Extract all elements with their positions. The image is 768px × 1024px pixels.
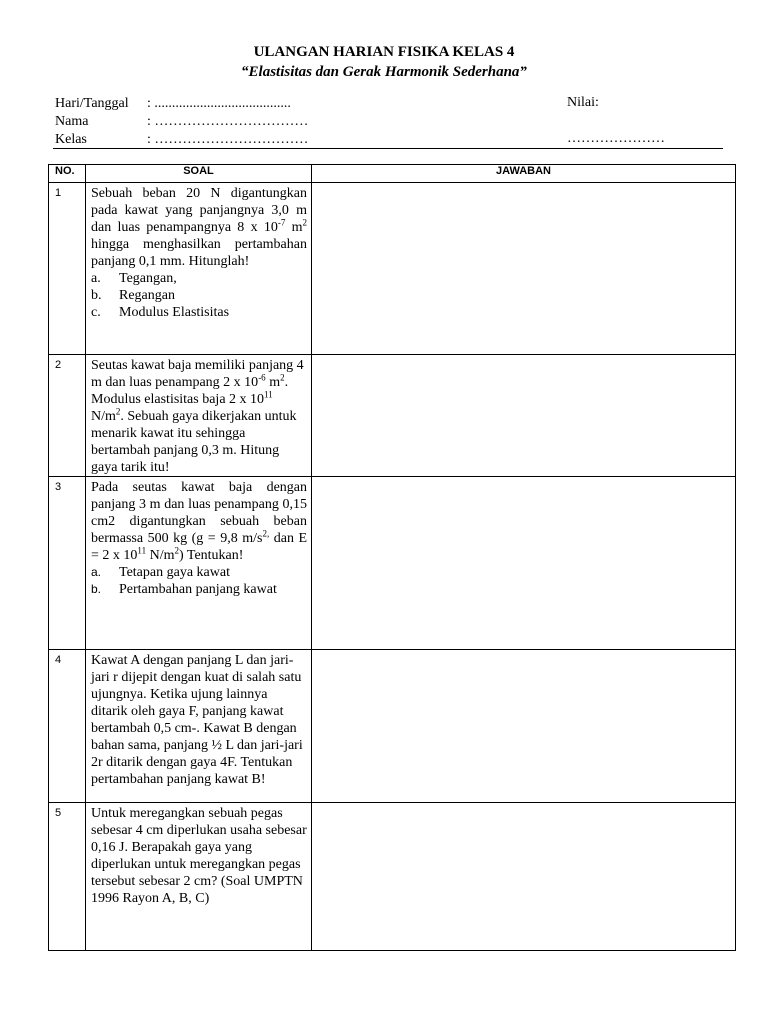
kelas-label: Kelas: [55, 132, 87, 147]
question-text: [86, 803, 312, 951]
info-row-hari: [55, 95, 291, 113]
header-soal: SOAL: [86, 165, 312, 183]
question-number: 5: [49, 803, 86, 951]
table-row: [49, 650, 736, 803]
question-2-body: Seutas kawat baja memiliki panjang 4 m dan luas penampang 2 x $10^{-6}$ $m^2$. Modulus elastisitas baja 2 x $10^{11}$ $N/m^2$. Sebuah gaya dikerjakan untuk menarik kawat itu sehingga bertambah panjang 0,3 m. Hitung gaya tarik itu!: [91, 358, 304, 475]
table-header-row: [49, 165, 736, 183]
option-item: b. Regangan: [91, 288, 175, 303]
answer-cell[interactable]: [312, 355, 736, 477]
answer-cell[interactable]: [312, 650, 736, 803]
option-item: a. Tetapan gaya kawat: [91, 565, 230, 580]
header-jawaban: JAWABAN: [312, 165, 736, 183]
hari-field: : .......................................: [147, 96, 291, 111]
answer-cell[interactable]: [312, 183, 736, 355]
question-number: 4: [49, 650, 86, 803]
question-4-body: Kawat A dengan panjang L dan jari-jari r dijepit dengan kuat di salah satu ujungnya. Ketika ujung lainnya ditarik oleh gaya F, panjang kawat bertambah 0,5 cm-. Kawat B dengan bahan sama, panjang ½ L dan jari-jari 2r ditarik dengan gaya 4F. Tentukan pertambahan panjang kawat B!: [91, 653, 303, 787]
table-row: [49, 477, 736, 650]
table-row: [49, 355, 736, 477]
question-text: [86, 477, 312, 650]
info-row-kelas: [55, 131, 308, 149]
question-3-body: Pada seutas kawat baja dengan panjang 3 m dan luas penampang 0,15 cm2 digantungkan sebuah beban bermassa 500 kg (g = 9,8 $m/s^{2,}$ dan E = 2 x $10^{11}$ $N/m^2$) Tentukan!: [91, 480, 308, 563]
document-subtitle: “Elastisitas dan Gerak Harmonik Sederhana”: [241, 64, 527, 80]
table-row: [49, 803, 736, 951]
answer-cell[interactable]: [312, 477, 736, 650]
question-number: 2: [49, 355, 86, 477]
header-no: NO.: [49, 165, 86, 183]
question-number: 1: [49, 183, 86, 355]
table-row: [49, 183, 736, 355]
question-table: [48, 164, 736, 951]
nilai-label: Nilai:: [567, 95, 599, 110]
option-item: c. Modulus Elastisitas: [91, 305, 230, 320]
option-item: b. Pertambahan panjang kawat: [91, 582, 277, 597]
question-text: [86, 650, 312, 803]
question-text: [86, 355, 312, 477]
question-5-body: Untuk meregangkan sebuah pegas sebesar 4 cm diperlukan usaha sebesar 0,16 J. Berapakah gaya yang diperlukan untuk meregangkan pegas tersebut sebesar 2 cm? (Soal UMPTN 1996 Rayon A, B, C): [91, 806, 307, 906]
nilai-field: …………………: [567, 131, 665, 146]
question-text: [86, 183, 312, 355]
question-number: 3: [49, 477, 86, 650]
nama-label: Nama: [55, 114, 89, 129]
header-divider: [53, 148, 723, 149]
nama-field: : ……………………………: [147, 114, 309, 129]
hari-label: Hari/Tanggal: [55, 96, 129, 111]
info-row-nama: [55, 113, 308, 131]
kelas-field: : ……………………………: [147, 132, 309, 147]
question-1-body: Sebuah beban 20 N digantungkan pada kawat yang panjangnya 3,0 m dan luas penampangnya 8 x $10^{-7}$ $m^2$ hingga menghasilkan pertambahan panjang 0,1 mm. Hitunglah!: [91, 186, 307, 269]
answer-cell[interactable]: [312, 803, 736, 951]
document-title: ULANGAN HARIAN FISIKA KELAS 4: [253, 44, 515, 60]
document-header: [0, 42, 768, 82]
option-item: a. Tegangan,: [91, 271, 177, 286]
